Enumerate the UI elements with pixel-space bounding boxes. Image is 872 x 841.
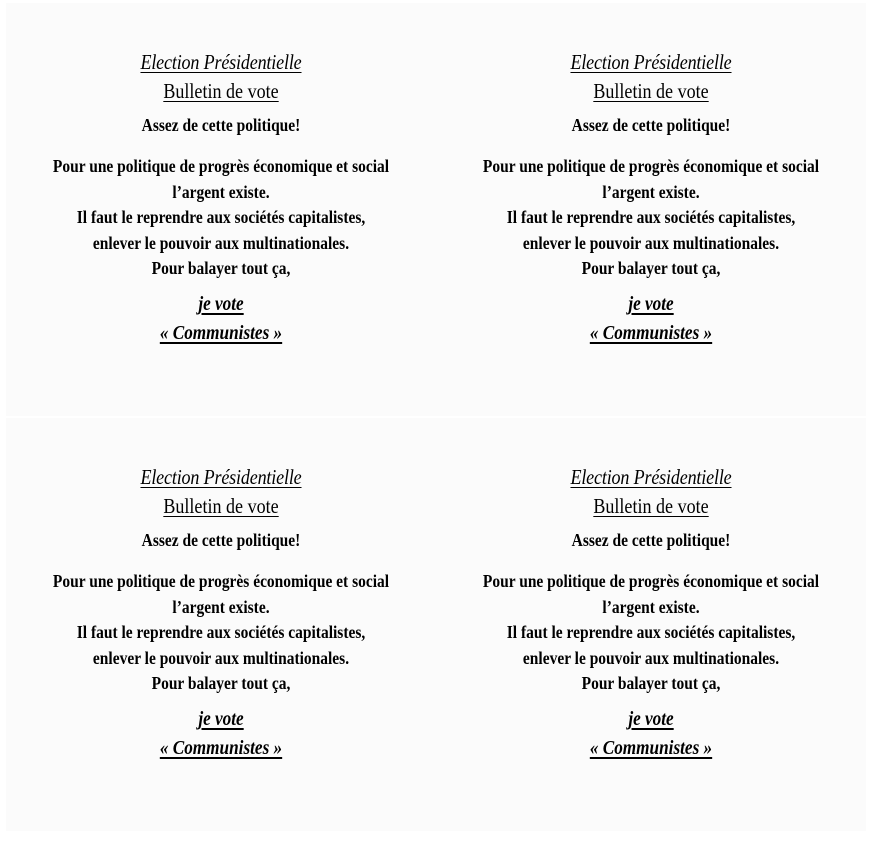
ballot-slogan: Assez de cette politique!: [141, 115, 301, 135]
ballot-body-line: Pour une politique de progrès économique et social: [52, 571, 390, 591]
ballot-body: [440, 154, 861, 282]
ballot-body-line: Pour une politique de progrès économique et social: [482, 571, 820, 591]
ballot-body-line: l’argent existe.: [602, 596, 700, 617]
ballot-party-name: « Communistes »: [589, 322, 713, 344]
ballot-body-line: enlever le pouvoir aux multinationales.: [522, 647, 780, 668]
ballot-body-line: l’argent existe.: [602, 181, 700, 202]
ballot-card: [6, 3, 436, 416]
ballot-body-line: enlever le pouvoir aux multinationales.: [92, 232, 350, 253]
ballot-body-line: Il faut le reprendre aux sociétés capitalistes,: [506, 622, 796, 642]
ballot-subtitle: Bulletin de vote: [163, 79, 279, 103]
ballot-body-line: enlever le pouvoir aux multinationales.: [92, 647, 350, 668]
ballot-card: [6, 418, 436, 831]
ballot-title: Election Présidentielle: [570, 465, 732, 489]
ballot-party-name: « Communistes »: [159, 322, 283, 344]
ballot-body-line: Pour balayer tout ça,: [151, 258, 291, 278]
ballot-body: [10, 154, 431, 282]
ballot-body: [440, 569, 861, 697]
ballot-body-line: enlever le pouvoir aux multinationales.: [522, 232, 780, 253]
ballot-body-line: Pour une politique de progrès économique et social: [52, 156, 390, 176]
ballot-body: [10, 569, 431, 697]
ballot-title: Election Présidentielle: [570, 50, 732, 74]
ballot-subtitle: Bulletin de vote: [593, 79, 709, 103]
ballot-slogan: Assez de cette politique!: [141, 530, 301, 550]
ballot-vote-label: je vote: [628, 708, 674, 730]
ballot-slogan: Assez de cette politique!: [571, 115, 731, 135]
ballot-slogan: Assez de cette politique!: [571, 530, 731, 550]
ballot-body-line: l’argent existe.: [172, 596, 270, 617]
ballot-body-line: Pour balayer tout ça,: [581, 673, 721, 693]
ballot-title: Election Présidentielle: [140, 50, 302, 74]
ballot-party-name: « Communistes »: [159, 737, 283, 759]
ballot-body-line: Il faut le reprendre aux sociétés capitalistes,: [76, 622, 366, 642]
ballot-body-line: Il faut le reprendre aux sociétés capitalistes,: [76, 207, 366, 227]
ballot-vote-label: je vote: [628, 293, 674, 315]
ballot-body-line: Pour balayer tout ça,: [581, 258, 721, 278]
ballot-party-name: « Communistes »: [589, 737, 713, 759]
ballot-subtitle: Bulletin de vote: [593, 494, 709, 518]
ballot-body-line: Pour balayer tout ça,: [151, 673, 291, 693]
ballot-body-line: Il faut le reprendre aux sociétés capitalistes,: [506, 207, 796, 227]
ballot-body-line: l’argent existe.: [172, 181, 270, 202]
ballot-body-line: Pour une politique de progrès économique et social: [482, 156, 820, 176]
ballot-title: Election Présidentielle: [140, 465, 302, 489]
ballot-card: [436, 418, 866, 831]
ballot-card: [436, 3, 866, 416]
ballot-subtitle: Bulletin de vote: [163, 494, 279, 518]
ballot-vote-label: je vote: [198, 708, 244, 730]
ballot-vote-label: je vote: [198, 293, 244, 315]
